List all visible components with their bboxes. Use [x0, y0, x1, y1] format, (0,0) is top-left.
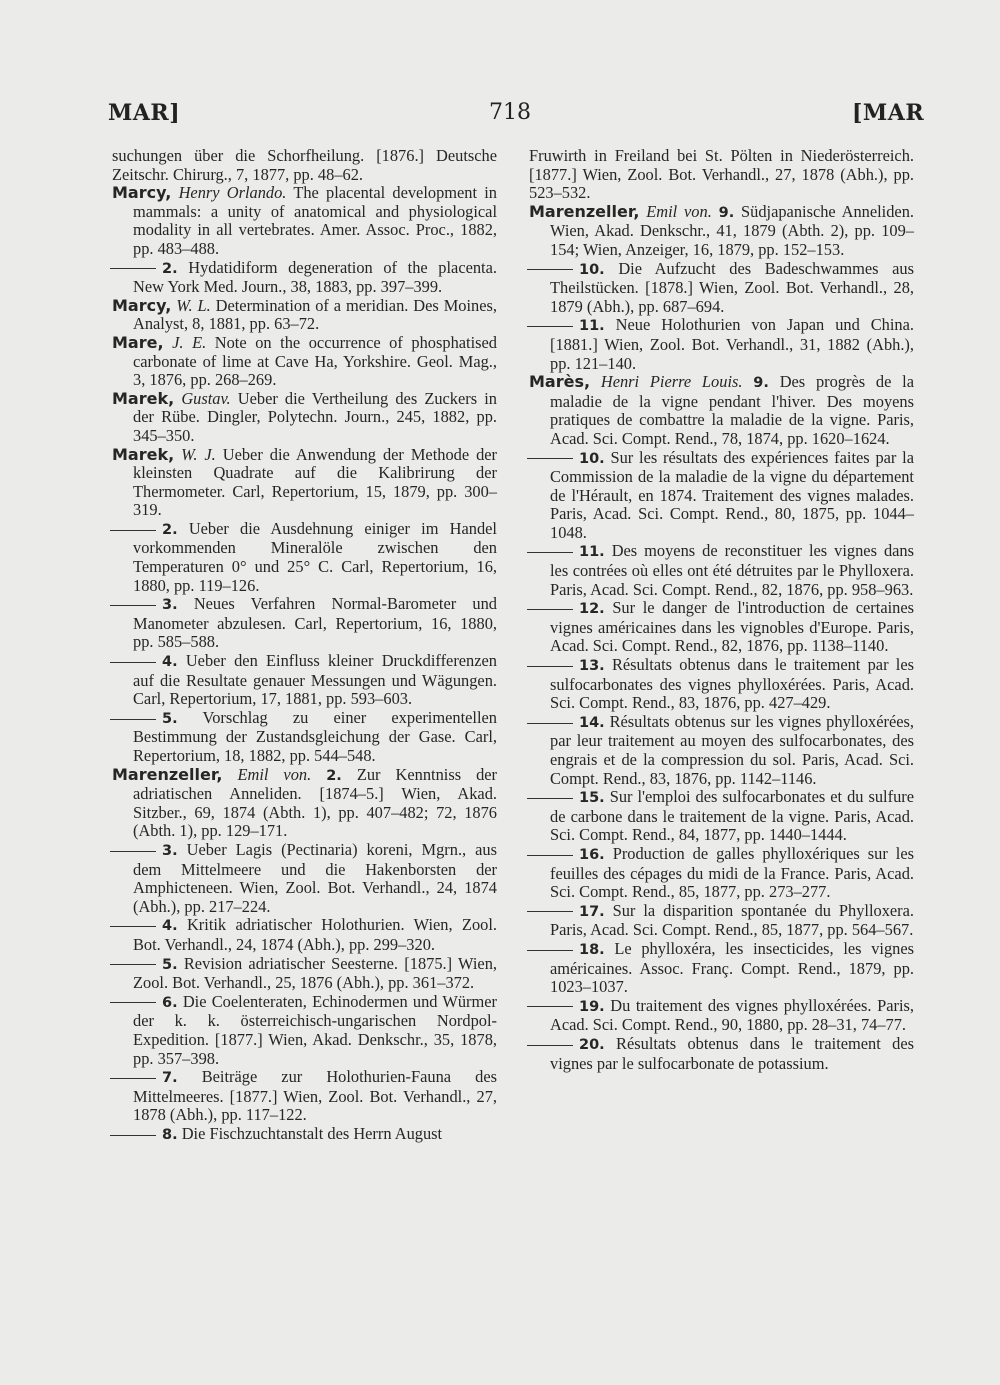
entry-text: suchungen über die Schorfheilung. [1876.] Deutsche Zeitschr. Chirurg., 7, 1877, pp. 48–62.: [112, 146, 497, 184]
bibliography-entry: [529, 1035, 914, 1073]
entry-text: Beiträge zur Holothurien-Fauna des Mittelmeeres. [1877.] Wien, Zool. Bot. Verhandl., 27, 1878 (Abh.), pp. 117–122.: [133, 1067, 497, 1125]
entry-number: 4.: [162, 918, 178, 935]
ditto-dash: [110, 1135, 156, 1136]
entry-text: Sur les résultats des expériences faites par la Commission de la maladie de la vigne du département de l'Hérault, en 1874. Traitement des vignes malades. Paris, Acad. Sci. Compt. Rend., 80, 1875, pp. 1044–1048.: [550, 447, 914, 542]
author-given-name: J. E.: [172, 332, 207, 352]
entry-text: Ueber die Ausdehnung einiger im Handel vorkommenden Mineralöle zwischen den Temperaturen 0° und 25° C. Carl, Repertorium, 16, 1880, pp. 119–126.: [133, 518, 497, 595]
author-given-name: Henri Pierre Louis.: [600, 372, 743, 392]
author-surname: Marcy,: [112, 295, 172, 315]
bibliography-entry: [529, 656, 914, 713]
ditto-dash: [527, 911, 573, 912]
bibliography-entry: [112, 520, 497, 595]
bibliography-entry: [529, 713, 914, 788]
running-head-left: MAR]: [108, 100, 181, 126]
bibliography-entry: [112, 766, 497, 841]
bibliography-entry: [112, 595, 497, 652]
bibliography-entry: [112, 709, 497, 766]
bibliography-entry: [112, 446, 497, 520]
entry-number: 17.: [579, 903, 605, 920]
entry-text: Vorschlag zu einer experimentellen Bestimmung der Zustandsgleichung der Gase. Carl, Repertorium, 18, 1882, pp. 544–548.: [133, 707, 497, 765]
entry-text: Die Aufzucht des Badeschwammes aus Theilstücken. [1878.] Wien, Zool. Bot. Verhandl., 28, 1879 (Abh.), pp. 687–694.: [550, 258, 914, 316]
entry-text: Ueber die Vertheilung des Zuckers in der Rübe. Dingler, Polytechn. Journ., 245, 1882, pp. 345–350.: [133, 388, 497, 445]
ditto-dash: [110, 719, 156, 720]
bibliography-entry: [529, 788, 914, 845]
ditto-dash: [527, 269, 573, 270]
entry-text: Determination of a meridian. Des Moines, Analyst, 8, 1881, pp. 63–72.: [133, 295, 497, 334]
entry-number: 10.: [579, 261, 605, 278]
bibliography-entry: [112, 297, 497, 334]
entry-number: 18.: [579, 941, 605, 958]
bibliography-entry: [112, 993, 497, 1068]
entry-number: 20.: [579, 1036, 605, 1053]
bibliography-entry: [529, 203, 914, 260]
entry-number: 7.: [162, 1070, 178, 1087]
entry-text: Südjapanische Anneliden. Wien, Akad. Denkschr., 41, 1879 (Abth. 2), pp. 109–154; Wien, Anzeiger, 16, 1879, pp. 152–153.: [550, 201, 914, 259]
ditto-dash: [527, 609, 573, 610]
entry-text: Résultats obtenus dans le traitement des vignes par le sulfocarbonate de potassium.: [550, 1033, 914, 1073]
bibliography-entry: [529, 316, 914, 373]
author-surname: Marenzeller,: [529, 201, 640, 221]
ditto-dash: [110, 1002, 156, 1003]
entry-text: Neues Verfahren Normal-Barometer und Manometer abzulesen. Carl, Repertorium, 16, 1880, pp. 585–588.: [133, 594, 497, 652]
entry-number: 16.: [579, 846, 605, 863]
entry-text: Fruwirth in Freiland bei St. Pölten in Niederösterreich. [1877.] Wien, Zool. Bot. Verhandl., 27, 1878 (Abh.), pp. 523–532.: [529, 146, 914, 203]
author-surname: Marcy,: [112, 183, 172, 203]
ditto-dash: [527, 1045, 573, 1046]
right-column: [529, 147, 914, 1073]
author-surname: Marek,: [112, 444, 175, 464]
entry-number: 15.: [579, 790, 605, 807]
bibliography-entry: [112, 841, 497, 916]
ditto-dash: [527, 723, 573, 724]
ditto-dash: [110, 1078, 156, 1079]
bibliography-entry: [112, 955, 497, 993]
author-surname: Mare,: [112, 332, 164, 352]
ditto-dash: [527, 950, 573, 951]
ditto-dash: [527, 1006, 573, 1007]
entry-number: 5.: [162, 710, 178, 727]
entry-number: 6.: [162, 994, 178, 1011]
entry-text: Le phylloxéra, les insecticides, les vignes américaines. Assoc. Franç. Compt. Rend., 1879, pp. 1023–1037.: [550, 938, 914, 997]
bibliography-entry: [529, 449, 914, 543]
bibliography-entry: [112, 916, 497, 954]
bibliography-entry: [529, 940, 914, 997]
entry-text: Résultats obtenus dans le traitement par les sulfocarbonates des vignes phylloxérées. Paris, Acad. Sci. Compt. Rend., 83, 1876, pp. 427–429.: [550, 655, 914, 713]
bibliography-entry: [112, 1125, 497, 1145]
entry-number: 12.: [579, 601, 605, 618]
entry-number: 3.: [162, 597, 178, 614]
ditto-dash: [527, 458, 573, 459]
entry-number: 19.: [579, 998, 605, 1015]
entry-text: The placental development in mammals: a unity of anatomical and physiological modality in all vertebrates. Amer. Assoc. Proc., 1882, pp. 483–488.: [133, 183, 497, 258]
ditto-dash: [110, 851, 156, 852]
entry-number: 11.: [579, 318, 605, 335]
entry-text: Résultats obtenus sur les vignes phylloxérées, par leur traitement au moyen des sulfocarbonates, des engrais et de la compression du sol. Paris, Acad. Sci. Compt. Rend., 83, 1876, pp. 1142–1146.: [550, 711, 914, 788]
entry-text: Zur Kenntniss der adriatischen Anneliden. [1874–5.] Wien, Akad. Sitzber., 69, 1874 (Abth. 1), pp. 407–482; 72, 1876 (Abth. 1), pp. 129–171.: [133, 764, 498, 841]
entry-text: Du traitement des vignes phylloxérées. Paris, Acad. Sci. Compt. Rend., 90, 1880, pp. 28–31, 74–77.: [550, 995, 914, 1035]
bibliography-entry: [112, 334, 497, 390]
bibliography-entry: [112, 652, 497, 709]
entry-text: Die Fischzuchtanstalt des Herrn August: [181, 1123, 443, 1143]
author-given-name: W. L.: [176, 295, 211, 315]
ditto-dash: [110, 605, 156, 606]
bibliography-entry: [112, 390, 497, 446]
entry-number: 9.: [718, 204, 735, 221]
entry-text: Kritik adriatischer Holothurien. Wien, Zool. Bot. Verhandl., 24, 1874 (Abh.), pp. 299–320.: [133, 915, 497, 954]
ditto-dash: [110, 964, 156, 965]
entry-text: Des progrès de la maladie de la vigne pendant l'hiver. Des moyens pratiques de combattre la maladie de la vigne. Paris, Acad. Sci. Compt. Rend., 78, 1874, pp. 1620–1624.: [550, 372, 914, 448]
author-given-name: W. J.: [181, 444, 216, 464]
author-surname: Marenzeller,: [112, 764, 223, 784]
ditto-dash: [110, 926, 156, 927]
author-given-name: Emil von.: [237, 764, 312, 784]
bibliography-entry: [112, 147, 497, 184]
bibliography-entry: [112, 1068, 497, 1125]
bibliography-entry: [529, 542, 914, 599]
entry-number: 2.: [326, 767, 342, 784]
left-column: [112, 147, 497, 1144]
entry-text: Ueber Lagis (Pectinaria) koreni, Mgrn., aus dem Mittelmeere und die Hakenborsten der Amphicteneen. Wien, Zool. Bot. Verhandl., 24, 1874 (Abh.), pp. 217–224.: [133, 839, 497, 916]
entry-text: Sur le danger de l'introduction de certaines vignes américaines dans les vignobles d'Europe. Paris, Acad. Sci. Compt. Rend., 82, 1876, pp. 1138–1140.: [550, 598, 914, 656]
entry-text: Ueber die Anwendung der Methode der kleinsten Quadrate auf die Kalibrirung der Thermometer. Carl, Repertorium, 15, 1879, pp. 300–319.: [133, 444, 498, 520]
entry-text: Sur la disparition spontanée du Phylloxera. Paris, Acad. Sci. Compt. Rend., 85, 1877, pp. 564–567.: [550, 900, 914, 940]
entry-text: Revision adriatischer Seesterne. [1875.] Wien, Zool. Bot. Verhandl., 25, 1876 (Abh.), pp. 361–372.: [133, 953, 497, 993]
entry-number: 14.: [579, 714, 605, 731]
bibliography-entry: [529, 845, 914, 902]
author-surname: Marek,: [112, 388, 175, 408]
page-number: 718: [489, 100, 531, 125]
author-given-name: Gustav.: [181, 388, 231, 408]
ditto-dash: [110, 662, 156, 663]
ditto-dash: [527, 552, 573, 553]
entry-text: Sur l'emploi des sulfocarbonates et du sulfure de carbone dans le traitement de la vigne. Paris, Acad. Sci. Compt. Rend., 84, 1877, pp. 1440–1444.: [550, 787, 914, 845]
entry-text: Note on the occurrence of phosphatised carbonate of lime at Cave Ha, Yorkshire. Geol. Mag., 3, 1876, pp. 268–269.: [133, 332, 497, 390]
author-given-name: Henry Orlando.: [178, 183, 287, 203]
running-head-right: [MAR: [852, 100, 925, 126]
entry-number: 4.: [162, 654, 178, 671]
entry-number: 10.: [579, 450, 605, 467]
entry-number: 5.: [162, 956, 178, 973]
author-surname: Marès,: [529, 372, 591, 392]
bibliography-entry: [529, 902, 914, 940]
entry-number: 13.: [579, 658, 605, 675]
entry-number: 2.: [162, 260, 178, 277]
bibliography-entry: [529, 373, 914, 448]
entry-number: 9.: [753, 375, 769, 392]
entry-text: Neue Holothurien von Japan und China. [1881.] Wien, Zool. Bot. Verhandl., 31, 1882 (Abh.), pp. 121–140.: [550, 315, 914, 373]
author-given-name: Emil von.: [646, 201, 712, 221]
bibliography-entry: [529, 599, 914, 656]
ditto-dash: [110, 530, 156, 531]
entry-number: 11.: [579, 544, 605, 561]
entry-text: Production de galles phylloxériques sur les feuilles des cépages du midi de la France. Paris, Acad. Sci. Compt. Rend., 85, 1877, pp. 273–277.: [550, 843, 914, 902]
ditto-dash: [527, 326, 573, 327]
ditto-dash: [110, 268, 156, 269]
bibliography-entry: [529, 147, 914, 203]
bibliography-entry: [529, 260, 914, 317]
ditto-dash: [527, 666, 573, 667]
bibliography-entry: [112, 259, 497, 297]
ditto-dash: [527, 855, 573, 856]
entry-number: 3.: [162, 842, 178, 859]
bibliography-entry: [529, 997, 914, 1035]
ditto-dash: [527, 798, 573, 799]
entry-text: Ueber den Einfluss kleiner Druckdifferenzen auf die Resultate genauer Messungen und Wägungen. Carl, Repertorium, 17, 1881, pp. 593–603.: [133, 651, 497, 709]
bibliography-entry: [112, 184, 497, 258]
entry-number: 2.: [162, 521, 178, 538]
entry-text: Des moyens de reconstituer les vignes dans les contrées où elles ont été détruites par le Phylloxera. Paris, Acad. Sci. Compt. Rend., 82, 1876, pp. 958–963.: [550, 541, 914, 599]
entry-text: Hydatidiform degeneration of the placenta. New York Med. Journ., 38, 1883, pp. 397–399.: [133, 257, 497, 297]
entry-text: Die Coelenteraten, Echinodermen und Würmer der k. k. österreichisch-ungarischen Nordpol-Expedition. [1877.] Wien, Akad. Denkschr., 35, 1878, pp. 357–398.: [133, 991, 497, 1068]
entry-number: 8.: [162, 1126, 178, 1143]
